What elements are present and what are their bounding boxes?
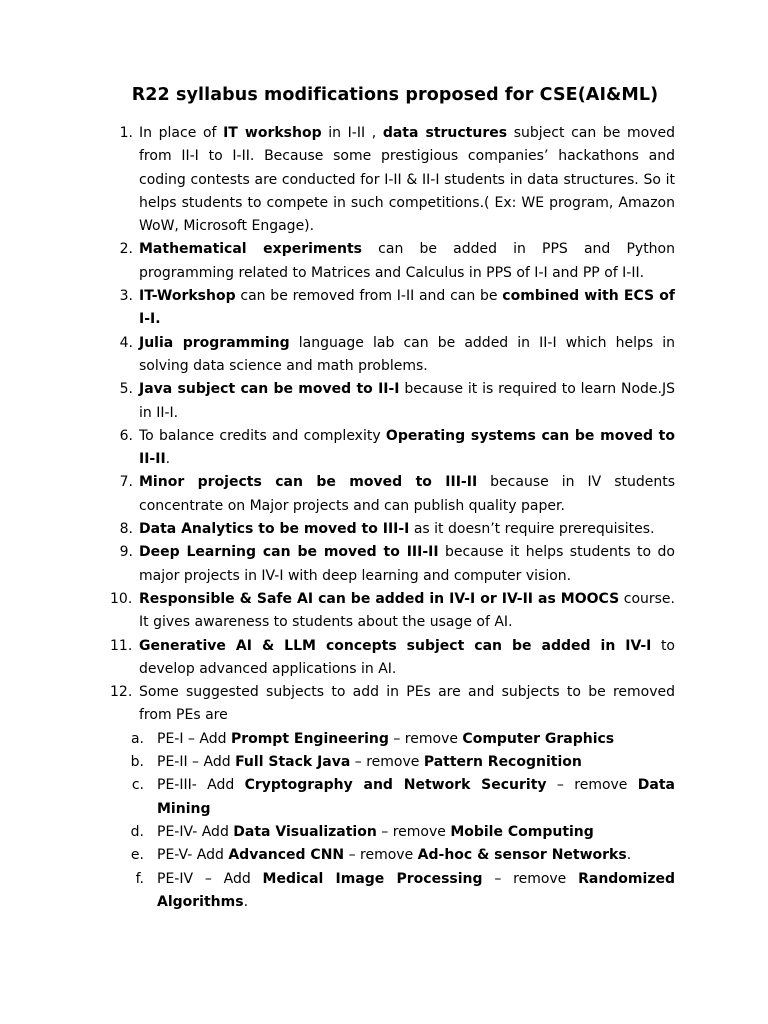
- list-item: [110, 238, 675, 285]
- bold-text: Minor projects can be moved to III-II: [139, 474, 478, 491]
- item-text: PE-IV- Add: [157, 823, 234, 840]
- item-text: language lab can be added in II-I which helps in solving data science and math problems.: [139, 334, 676, 374]
- item-text: PE-III- Add: [157, 777, 245, 794]
- item-number: a.: [130, 730, 144, 747]
- item-text: To balance credits and complexity: [139, 427, 386, 444]
- list-item: [110, 122, 675, 238]
- bold-text: Medical Image Processing: [262, 870, 483, 887]
- item-text: – remove: [344, 847, 418, 864]
- bold-text: Data Mining: [157, 777, 675, 817]
- bold-text: Cryptography and Network Security: [244, 777, 547, 794]
- bold-text: Computer Graphics: [462, 730, 615, 747]
- bold-text: Prompt Engineering: [230, 730, 389, 747]
- bold-text: Data Analytics to be moved to III-I: [139, 521, 410, 538]
- bold-text: Advanced CNN: [228, 847, 345, 864]
- item-text: PE-I – Add: [157, 730, 231, 747]
- bold-text: Java subject can be moved to II-I: [139, 381, 400, 398]
- bold-text: Ad-hoc & sensor Networks: [417, 847, 627, 864]
- item-text: can be added in PPS and Python programming related to Matrices and Calculus in PPS of I-I and PP of I-II.: [139, 241, 675, 281]
- item-number: 5.: [119, 381, 133, 398]
- item-text: as it doesn’t require prerequisites.: [409, 521, 655, 538]
- item-text: – remove: [482, 870, 579, 887]
- item-text: to develop advanced applications in AI.: [139, 637, 675, 677]
- item-number: 1.: [119, 125, 133, 141]
- bold-text: Randomized Algorithms: [157, 870, 675, 910]
- bold-text: Data Visualization: [233, 823, 377, 840]
- item-number: f.: [135, 870, 144, 887]
- item-text: course. It gives awareness to students about the usage of AI.: [139, 590, 675, 631]
- bold-text: Mathematical experiments: [139, 241, 363, 258]
- bold-text: combined with ECS of I-I.: [139, 288, 675, 328]
- sub-list-item: [110, 821, 675, 844]
- item-number: e.: [130, 847, 144, 864]
- item-number: 10.: [110, 590, 133, 607]
- item-text: PE-II – Add: [157, 754, 236, 771]
- sub-list-item: [110, 728, 675, 751]
- item-number: 8.: [119, 521, 133, 538]
- bold-text: IT workshop: [223, 125, 322, 141]
- item-text: – remove: [376, 823, 451, 840]
- item-text: – remove: [546, 777, 638, 794]
- bold-text: Generative AI & LLM concepts subject can be added in IV-I: [139, 637, 652, 654]
- item-text: PE-V- Add: [157, 847, 229, 864]
- item-text: .: [243, 893, 249, 910]
- item-text: – remove: [388, 730, 463, 747]
- bold-text: data structures: [382, 125, 508, 141]
- item-number: 12.: [110, 684, 133, 701]
- item-number: 7.: [119, 474, 133, 491]
- list-item: [110, 425, 675, 472]
- sub-list-item: [110, 774, 675, 821]
- item-text: .: [165, 451, 171, 468]
- list-item: [110, 518, 675, 541]
- bold-text: Full Stack Java: [235, 754, 351, 771]
- item-text: subject can be moved from II-I to I-II. Because some prestigious companies’ hackathons and coding contests are conducted for I-II & II-I students in data structures. So it helps students to compete in such competitions.( Ex: WE program, Amazon WoW, Microsoft Engage).: [139, 125, 676, 235]
- item-number: 4.: [119, 334, 133, 351]
- item-text: can be removed from I-II and can be: [235, 288, 503, 305]
- item-text: Some suggested subjects to add in PEs are and subjects to be removed from PEs are: [139, 684, 675, 724]
- item-text: – remove: [350, 754, 424, 771]
- item-number: c.: [131, 777, 144, 794]
- item-number: b.: [130, 754, 144, 771]
- item-text: because in IV students concentrate on Major projects and can publish quality paper.: [139, 474, 676, 514]
- document-title: R22 syllabus modifications proposed for CSE(AI&ML): [131, 85, 659, 105]
- item-text: .: [626, 847, 632, 864]
- item-text: PE-IV – Add: [157, 870, 263, 887]
- list-item: [110, 285, 675, 332]
- item-text: because it helps students to do major projects in IV-I with deep learning and computer vision.: [139, 544, 675, 584]
- bold-text: Responsible & Safe AI can be added in IV-I or IV-II as MOOCS: [139, 590, 620, 607]
- list-item: [110, 378, 675, 425]
- item-number: 9.: [119, 544, 133, 561]
- item-number: 6.: [119, 427, 133, 444]
- bold-text: IT-Workshop: [139, 288, 236, 305]
- item-number: 2.: [119, 241, 133, 258]
- list-item: [110, 471, 675, 518]
- item-number: 11.: [110, 637, 133, 654]
- list-item: [110, 588, 675, 635]
- bold-text: Julia programming: [139, 334, 290, 351]
- bold-text: Mobile Computing: [450, 823, 594, 840]
- sub-list-item: [110, 844, 675, 867]
- sub-list-item: [110, 751, 675, 774]
- list-item: [110, 635, 675, 682]
- bold-text: Deep Learning can be moved to III-II: [139, 544, 439, 561]
- item-text: In place of: [139, 125, 224, 141]
- sub-list-item: [110, 868, 675, 915]
- bold-text: Operating systems can be moved to II-II: [139, 427, 675, 468]
- modification-list: [110, 122, 675, 914]
- item-text: because it is required to learn Node.JS in II-I.: [139, 381, 676, 421]
- list-item: [110, 332, 675, 379]
- list-item: [110, 681, 675, 728]
- bold-text: Pattern Recognition: [423, 754, 582, 771]
- item-number: 3.: [119, 288, 133, 305]
- item-text: in I-II ,: [321, 125, 383, 141]
- list-item: [110, 541, 675, 588]
- item-number: d.: [130, 823, 144, 840]
